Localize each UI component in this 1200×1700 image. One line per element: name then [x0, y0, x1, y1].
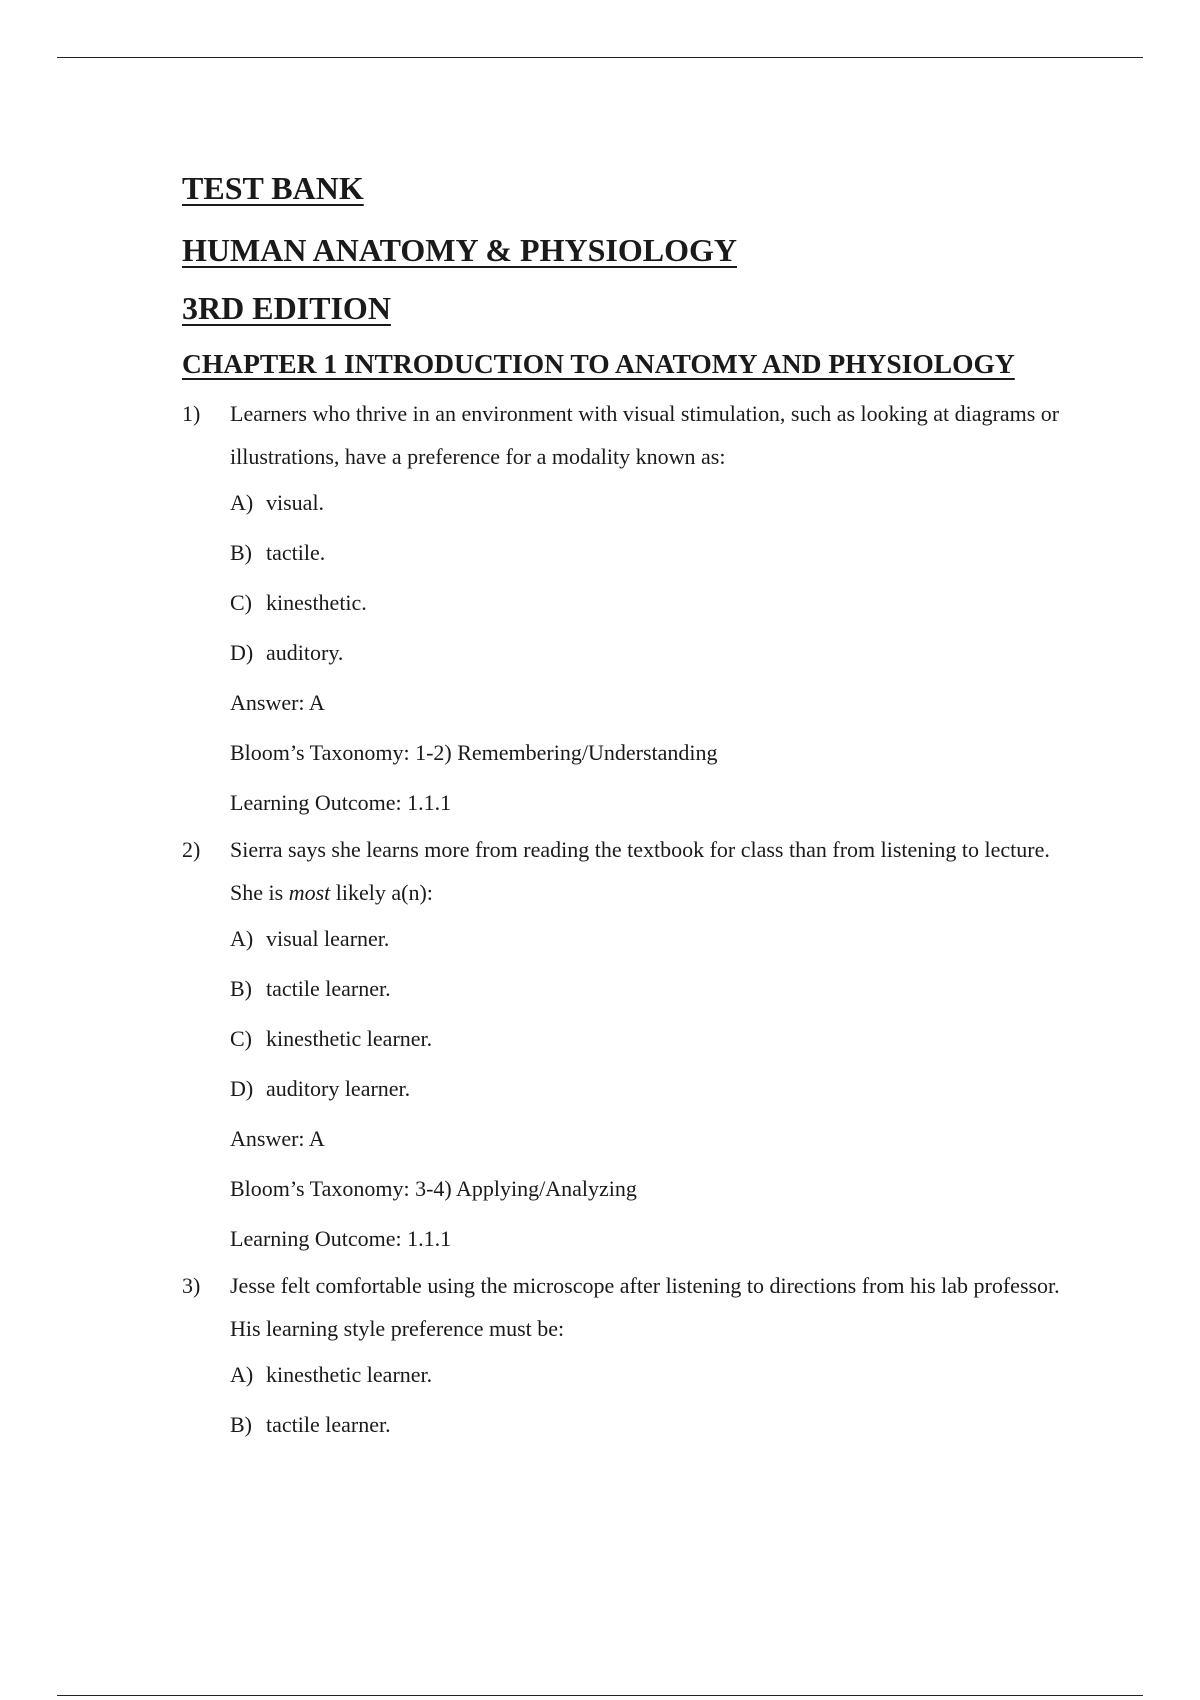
question-2	[182, 828, 1082, 1264]
top-rule	[57, 57, 1143, 58]
option-a	[230, 914, 1082, 964]
option-b	[230, 528, 1082, 578]
doc-title: TEST BANK	[182, 170, 364, 206]
option-letter: A)	[230, 1362, 254, 1387]
question-number: 2)	[182, 837, 201, 862]
option-letter: D)	[230, 640, 254, 665]
blooms-taxonomy: Bloom’s Taxonomy: 3-4) Applying/Analyzing	[230, 1176, 637, 1201]
option-letter: C)	[230, 590, 252, 615]
option-b	[230, 964, 1082, 1014]
question-stem: Jesse felt comfortable using the microscope after listening to directions from his lab professor. His learning style preference must be:	[230, 1273, 1060, 1341]
option-text: tactile learner.	[266, 976, 391, 1001]
option-a	[230, 478, 1082, 528]
option-letter: B)	[230, 1412, 252, 1437]
option-text: tactile.	[266, 540, 326, 565]
learning-outcome: Learning Outcome: 1.1.1	[230, 1226, 452, 1251]
option-c	[230, 1014, 1082, 1064]
option-letter: B)	[230, 976, 252, 1001]
stem-emphasis: most	[288, 880, 331, 905]
option-text: visual.	[266, 490, 325, 515]
learning-outcome: Learning Outcome: 1.1.1	[230, 790, 452, 815]
option-text: tactile learner.	[266, 1412, 391, 1437]
option-letter: C)	[230, 1026, 252, 1051]
question-number: 3)	[182, 1273, 201, 1298]
option-a	[230, 1350, 1082, 1400]
question-3	[182, 1264, 1082, 1450]
option-c	[230, 578, 1082, 628]
bottom-rule	[57, 1695, 1143, 1696]
question-stem	[230, 828, 1082, 914]
page-content	[182, 168, 1082, 1450]
edition: 3RD EDITION	[182, 290, 391, 326]
answer: Answer: A	[230, 690, 325, 715]
option-letter: B)	[230, 540, 252, 565]
book-title: HUMAN ANATOMY & PHYSIOLOGY	[182, 232, 737, 268]
option-text: kinesthetic.	[266, 590, 367, 615]
option-text: kinesthetic learner.	[266, 1362, 433, 1387]
option-d	[230, 628, 1082, 678]
option-text: auditory learner.	[266, 1076, 411, 1101]
option-text: auditory.	[266, 640, 344, 665]
blooms-taxonomy: Bloom’s Taxonomy: 1-2) Remembering/Understanding	[230, 740, 718, 765]
answer: Answer: A	[230, 1126, 325, 1151]
option-letter: A)	[230, 926, 254, 951]
question-1	[182, 392, 1082, 828]
option-text: kinesthetic learner.	[266, 1026, 433, 1051]
chapter-heading: CHAPTER 1 INTRODUCTION TO ANATOMY AND PHYSIOLOGY	[182, 348, 1015, 379]
option-text: visual learner.	[266, 926, 390, 951]
option-letter: A)	[230, 490, 254, 515]
stem-text-end: likely a(n):	[330, 880, 433, 905]
option-d	[230, 1064, 1082, 1114]
question-number: 1)	[182, 401, 201, 426]
stem-text: Sierra says she learns more from reading the textbook for class than from listening to lecture. She is	[230, 837, 1050, 905]
option-b	[230, 1400, 1082, 1450]
option-letter: D)	[230, 1076, 254, 1101]
question-stem: Learners who thrive in an environment with visual stimulation, such as looking at diagrams or illustrations, have a preference for a modality known as:	[230, 401, 1060, 469]
